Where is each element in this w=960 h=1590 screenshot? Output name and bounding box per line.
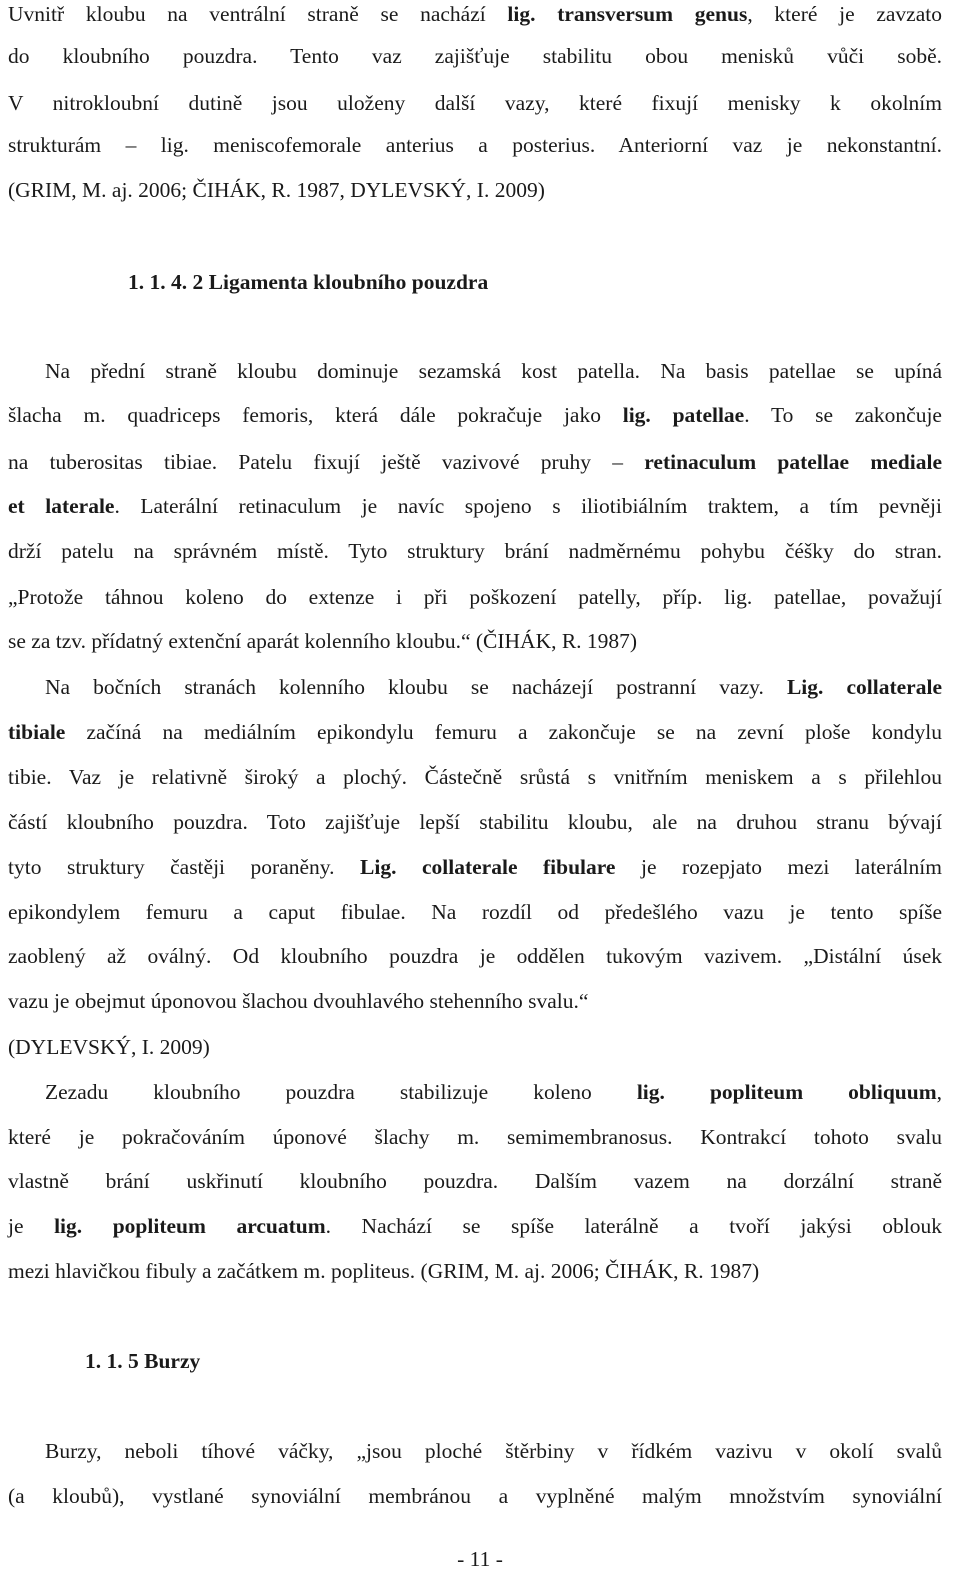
text-line: je lig. popliteum arcuatum. Nachází se spíše laterálně a tvoří jakýsi oblouk: [8, 1214, 942, 1238]
text-line: (GRIM, M. aj. 2006; ČIHÁK, R. 1987, DYLEVSKÝ, I. 2009): [8, 178, 545, 202]
text-line: Burzy, neboli tíhové váčky, „jsou ploché štěrbiny v řídkém vazivu v okolí svalů: [45, 1439, 942, 1463]
text-line: zaoblený až oválný. Od kloubního pouzdra je oddělen tukovým vazivem. „Distální úsek: [8, 944, 942, 968]
text-line: Na bočních stranách kolenního kloubu se nacházejí postranní vazy. Lig. collaterale: [45, 675, 942, 699]
page-number: - 11 -: [457, 1547, 503, 1571]
text-line: tyto struktury častěji poraněny. Lig. collaterale fibulare je rozepjato mezi laterálním: [8, 855, 942, 879]
section-heading: 1. 1. 4. 2 Ligamenta kloubního pouzdra: [128, 270, 489, 294]
text-line: et laterale. Laterální retinaculum je navíc spojeno s iliotibiálním traktem, a tím pevněji: [8, 494, 943, 518]
text-line: Na přední straně kloubu dominuje sezamská kost patella. Na basis patellae se upíná: [45, 359, 942, 383]
text-line: (DYLEVSKÝ, I. 2009): [8, 1035, 210, 1059]
text-line: Uvnitř kloubu na ventrální straně se nachází lig. transversum genus, které je zavzato: [8, 2, 942, 26]
text-line: se za tzv. přídatný extenční aparát kolenního kloubu.“ (ČIHÁK, R. 1987): [8, 629, 638, 653]
text-line: Zezadu kloubního pouzdra stabilizuje koleno lig. popliteum obliquum,: [45, 1080, 942, 1104]
section-heading: 1. 1. 5 Burzy: [85, 1349, 201, 1373]
text-line: šlacha m. quadriceps femoris, která dále pokračuje jako lig. patellae. To se zakončuje: [8, 403, 942, 427]
text-line: (a kloubů), vystlané synoviální membránou a vyplněné malým množstvím synoviální: [8, 1484, 942, 1508]
text-line: drží patelu na správném místě. Tyto struktury brání nadměrnému pohybu čéšky do stran.: [8, 539, 942, 563]
text-line: vazu je obejmut úponovou šlachou dvouhlavého stehenního svalu.“: [8, 989, 589, 1013]
text-line: tibie. Vaz je relativně široký a plochý. Částečně srůstá s vnitřním meniskem a s přilehlou: [8, 765, 942, 789]
text-line: mezi hlavičkou fibuly a začátkem m. popliteus. (GRIM, M. aj. 2006; ČIHÁK, R. 1987): [8, 1259, 760, 1283]
text-line: vlastně brání uskřinutí kloubního pouzdra. Dalším vazem na dorzální straně: [8, 1169, 942, 1193]
text-line: V nitrokloubní dutině jsou uloženy další vazy, které fixují menisky k okolním: [8, 91, 942, 115]
text-line: strukturám – lig. meniscofemorale anterius a posterius. Anteriorní vaz je nekonstantní.: [8, 133, 942, 157]
text-line: epikondylem femuru a caput fibulae. Na rozdíl od předešlého vazu je tento spíše: [8, 900, 942, 924]
text-line: do kloubního pouzdra. Tento vaz zajišťuje stabilitu obou menisků vůči sobě.: [8, 44, 942, 68]
text-line: tibiale začíná na mediálním epikondylu femuru a zakončuje se na zevní ploše kondylu: [8, 720, 942, 744]
text-line: které je pokračováním úponové šlachy m. semimembranosus. Kontrakcí tohoto svalu: [8, 1125, 942, 1149]
text-line: částí kloubního pouzdra. Toto zajišťuje lepší stabilitu kloubu, ale na druhou stranu bývají: [8, 810, 942, 834]
text-line: na tuberositas tibiae. Patelu fixují ještě vazivové pruhy – retinaculum patellae mediale: [8, 450, 942, 474]
text-line: „Protože táhnou koleno do extenze i při poškození patelly, příp. lig. patellae, považují: [8, 585, 942, 609]
